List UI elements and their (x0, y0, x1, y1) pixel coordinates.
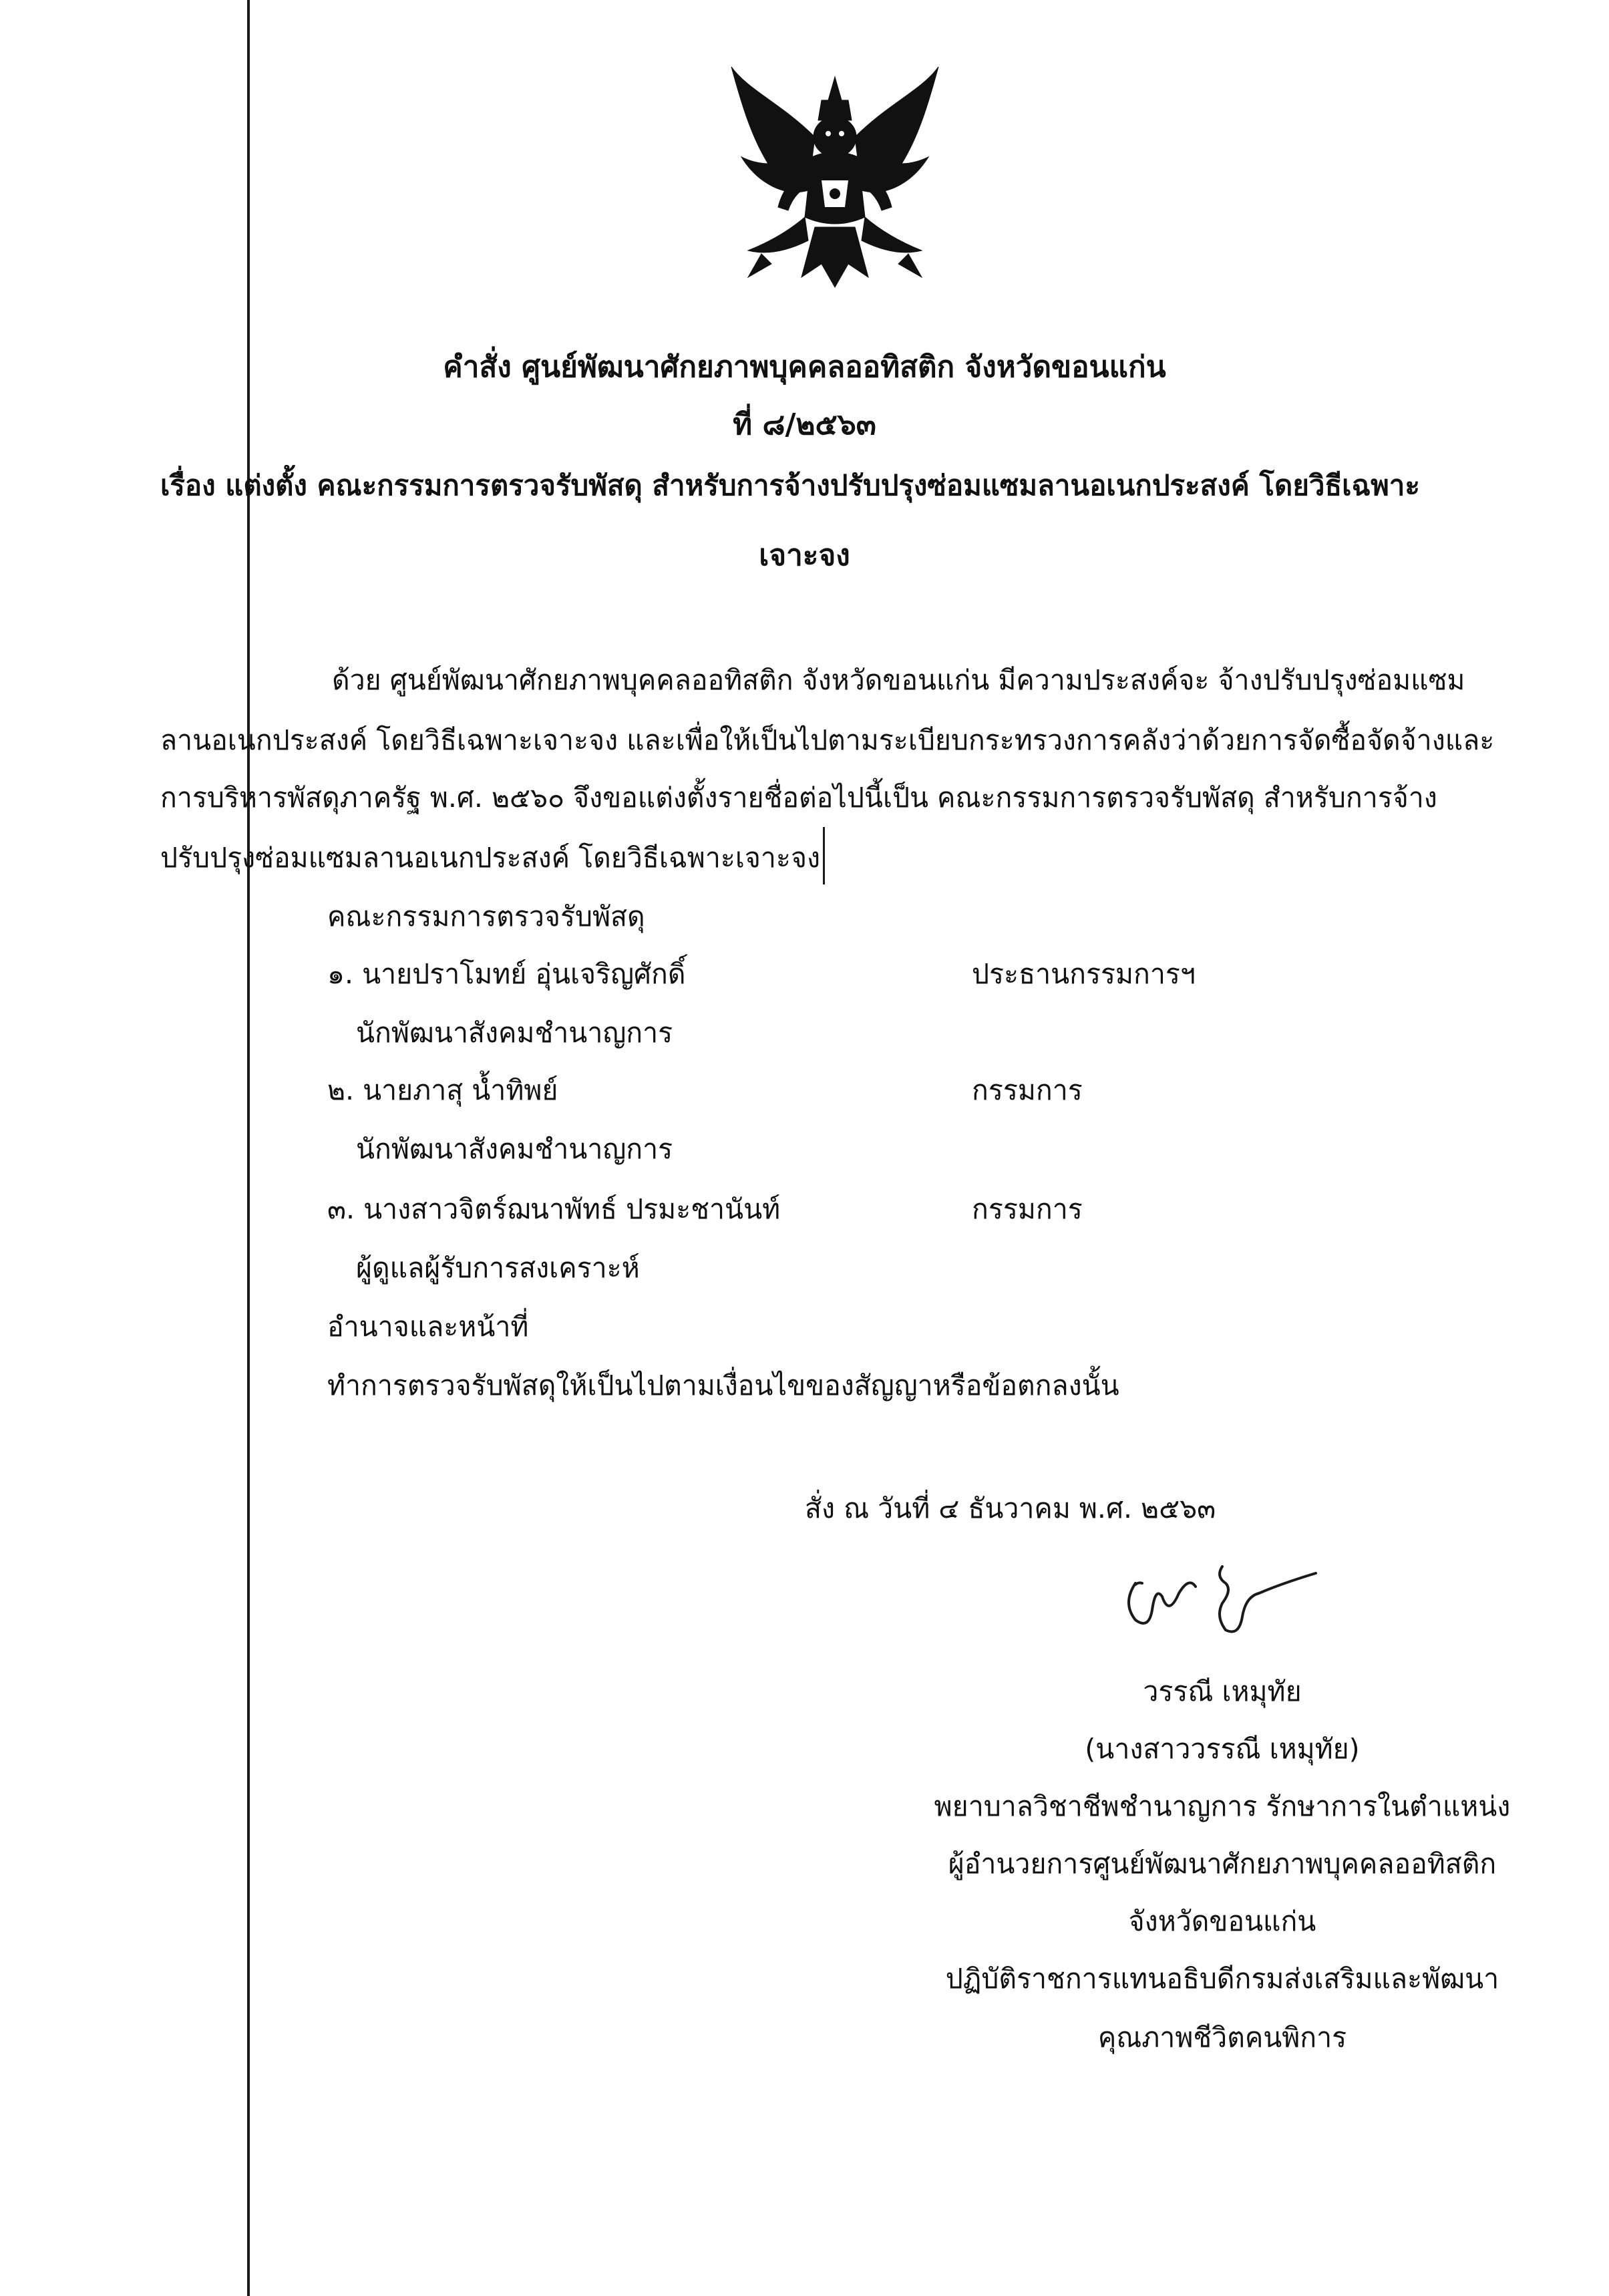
position-line-2: ผู้อำนวยการศูนย์พัฒนาศักยภาพบุคคลออทิสติก (948, 1848, 1497, 1880)
text-cursor (823, 827, 825, 884)
scan-margin-line (247, 0, 250, 2296)
paragraph-line-3: การบริหารพัสดุภาครัฐ พ.ศ. ๒๕๖๐ จึงขอแต่งตั้งรายชื่อต่อไปนี้เป็น คณะกรรมการตรวจรับพัสดุ สำหรับการจ้าง (160, 782, 1437, 814)
position-line-3: จังหวัดขอนแก่น (1128, 1905, 1316, 1937)
position-line-4: ปฏิบัติราชการแทนอธิบดีกรมส่งเสริมและพัฒนา (945, 1963, 1499, 1995)
member-2-title: นักพัฒนาสังคมชำนาญการ (356, 1133, 673, 1165)
signer-full-name: (นางสาววรรณี เหมุทัย) (1085, 1733, 1360, 1765)
member-1-role: ประธานกรรมการฯ (972, 958, 1196, 990)
paragraph-line-4: ปรับปรุงซ่อมแซมลานอเนกประสงค์ โดยวิธีเฉพาะเจาะจง (160, 842, 820, 874)
handwritten-signature (1115, 1556, 1336, 1650)
signer-short-name: วรรณี เหมุทัย (1143, 1675, 1302, 1707)
subject-line-1: เรื่อง แต่งตั้ง คณะกรรมการตรวจรับพัสดุ สำหรับการจ้างปรับปรุงซ่อมแซมลานอเนกประสงค์ โดยวิธีเฉพาะ (160, 469, 1420, 502)
member-1-title: นักพัฒนาสังคมชำนาญการ (356, 1017, 673, 1049)
member-1-name: ๑. นายปราโมทย์ อุ่นเจริญศักดิ์ (327, 958, 686, 990)
position-line-5: คุณภาพชีวิตคนพิการ (1097, 2021, 1347, 2054)
order-number: ที่ ๘/๒๕๖๓ (733, 407, 876, 442)
order-date: สั่ง ณ วันที่ ๔ ธันวาคม พ.ศ. ๒๕๖๓ (805, 1492, 1216, 1524)
member-3-role: กรรมการ (972, 1193, 1083, 1225)
member-3-name: ๓. นางสาวจิตร์ฌนาพัทธ์ ปรมะชานันท์ (327, 1193, 781, 1225)
member-2-name: ๒. นายภาสุ น้ำทิพย์ (327, 1074, 558, 1106)
member-2-role: กรรมการ (972, 1074, 1083, 1106)
position-line-1: พยาบาลวิชาชีพชำนาญการ รักษาการในตำแหน่ง (934, 1790, 1511, 1822)
garuda-emblem-icon (721, 63, 948, 294)
member-3-title: ผู้ดูแลผู้รับการสงเคราะห์ (356, 1252, 640, 1284)
committee-heading: คณะกรรมการตรวจรับพัสดุ (327, 900, 645, 933)
paragraph-line-1: ด้วย ศูนย์พัฒนาศักยภาพบุคคลออทิสติก จังหวัดขอนแก่น มีความประสงค์จะ จ้างปรับปรุงซ่อมแซม (332, 664, 1465, 696)
duties-heading: อำนาจและหน้าที่ (327, 1311, 529, 1343)
duties-text: ทำการตรวจรับพัสดุให้เป็นไปตามเงื่อนไขของสัญญาหรือข้อตกลงนั้น (327, 1369, 1119, 1402)
paragraph-line-2: ลานอเนกประสงค์ โดยวิธีเฉพาะเจาะจง และเพื่อให้เป็นไปตามระเบียบกระทรวงการคลังว่าด้วยการจัดซื้อจัดจ้างและ (160, 724, 1495, 756)
order-title: คำสั่ง ศูนย์พัฒนาศักยภาพบุคคลออทิสติก จังหวัดขอนแก่น (443, 350, 1166, 384)
subject-line-2: เจาะจง (759, 538, 850, 572)
